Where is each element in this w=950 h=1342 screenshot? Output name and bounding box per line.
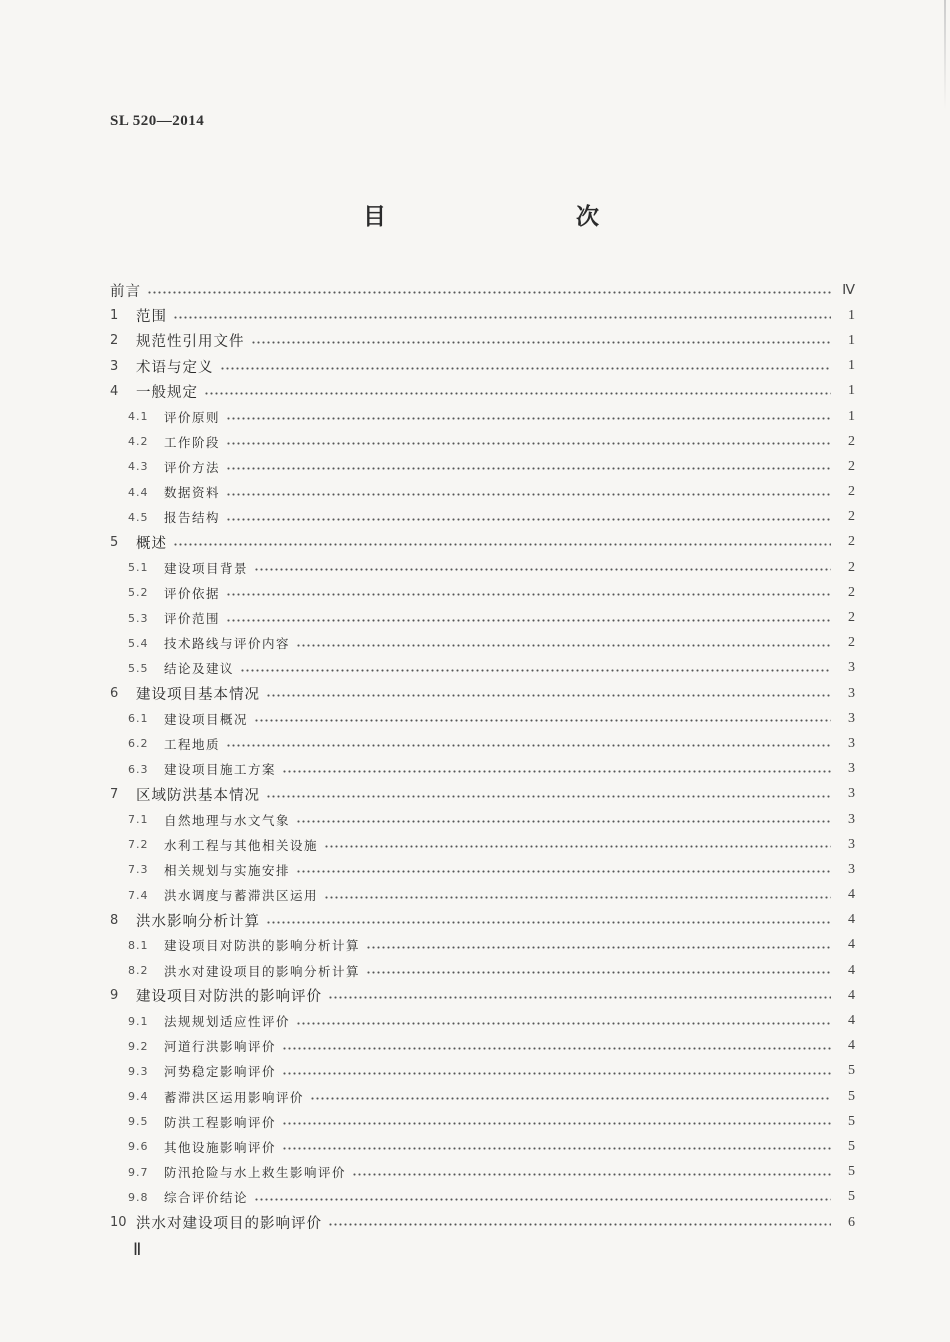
toc-entry-page: 2 [848,610,855,626]
toc-entry-number: 10 [110,1215,127,1231]
toc-entry-page: 3 [848,660,855,676]
dot-leader [147,291,831,294]
page-title: 目 次 [363,203,647,230]
toc-entry-number: 9.1 [128,1014,149,1028]
dot-leader [328,996,831,999]
toc-entry-label: 相关规划与实施安排 [164,862,291,878]
dot-leader [366,946,831,949]
toc-entry-number: 9.2 [128,1039,149,1053]
toc-entry-page: 2 [848,559,855,575]
dot-leader [251,341,832,344]
dot-leader [352,1173,831,1176]
toc-entry-label: 区域防洪基本情况 [136,787,260,804]
dot-leader [324,896,831,899]
toc-entry-label: 一般规定 [136,384,198,401]
dot-leader [254,1198,831,1201]
toc-entry-number: 5.3 [128,611,149,625]
toc-entry-page: 5 [848,1189,855,1205]
toc-entry-number: 7.3 [128,863,149,877]
toc-entry[interactable] [110,1185,855,1210]
toc-entry-number: 4 [110,383,119,399]
toc-entry-label: 其他设施影响评价 [164,1139,277,1155]
toc-entry[interactable] [110,1034,855,1059]
dot-leader [282,1147,831,1150]
dot-leader [226,493,831,496]
toc-entry-label: 蓄滞洪区运用影响评价 [164,1089,305,1105]
toc-entry-page: 3 [848,786,855,802]
toc-entry-page: 3 [848,710,855,726]
dot-leader [226,467,831,470]
toc-entry-label: 数据资料 [164,485,221,501]
toc-entry-label: 报告结构 [164,510,221,526]
toc-entry[interactable] [110,605,855,630]
toc-entry-page: 2 [848,584,855,600]
toc-entry-label: 建设项目对防洪的影响评价 [136,989,322,1006]
dot-leader [226,417,831,420]
toc-entry-label: 前言 [110,284,141,301]
toc-entry[interactable] [110,1210,855,1235]
toc-entry-number: 7.1 [128,813,149,827]
dot-leader [296,1022,831,1025]
toc-entry[interactable] [110,631,855,656]
dot-leader [328,1223,831,1226]
toc-entry[interactable] [110,580,855,605]
toc-entry-label: 建设项目施工方案 [164,762,277,778]
dot-leader [282,770,831,773]
toc-entry-number: 9.7 [128,1165,149,1179]
toc-entry[interactable] [110,454,855,479]
toc-entry-page: 2 [848,534,855,550]
toc-entry-number: 4.4 [128,485,149,499]
toc-entry-number: 9 [110,988,119,1004]
dot-leader [226,518,831,521]
toc-entry-label: 评价原则 [164,409,221,425]
toc-entry[interactable] [110,379,855,404]
toc-entry-number: 1 [110,308,119,324]
toc-entry-page: 4 [848,937,855,953]
toc-entry[interactable] [110,1160,855,1185]
toc-entry-number: 5.2 [128,586,149,600]
toc-entry-label: 范围 [136,309,167,326]
toc-entry-number: 6.2 [128,737,149,751]
dot-leader [310,1097,831,1100]
toc-entry[interactable] [110,404,855,429]
page-number: Ⅱ [133,1240,142,1259]
toc-entry[interactable] [110,832,855,857]
toc-entry-number: 5 [110,534,119,550]
toc-entry-number: 7.2 [128,838,149,852]
toc-entry[interactable] [110,1084,855,1109]
dot-leader [240,669,831,672]
toc-entry[interactable] [110,807,855,832]
toc-entry-page: 4 [848,887,855,903]
toc-entry[interactable] [110,983,855,1008]
toc-entry[interactable] [110,782,855,807]
table-of-contents [110,278,855,1235]
toc-entry[interactable] [110,958,855,983]
toc-entry-page: 4 [848,962,855,978]
toc-entry-label: 防洪工程影响评价 [164,1114,277,1130]
toc-entry-label: 自然地理与水文气象 [164,812,291,828]
toc-entry-number: 6.3 [128,762,149,776]
toc-entry-label: 结论及建议 [164,661,235,677]
toc-entry-page: 2 [848,635,855,651]
toc-entry-label: 工作阶段 [164,434,221,450]
toc-entry-label: 洪水影响分析计算 [136,913,260,930]
toc-entry-number: 9.6 [128,1140,149,1154]
toc-entry[interactable] [110,908,855,933]
toc-entry-label: 概述 [136,535,167,552]
toc-entry-label: 评价范围 [164,611,221,627]
toc-entry-label: 洪水调度与蓄滞洪区运用 [164,888,319,904]
dot-leader [173,316,831,319]
toc-entry-page: 2 [848,509,855,525]
dot-leader [266,694,831,697]
toc-entry[interactable] [110,555,855,580]
dot-leader [296,644,831,647]
toc-entry-label: 规范性引用文件 [136,334,245,351]
toc-entry[interactable] [110,757,855,782]
toc-entry[interactable] [110,1134,855,1159]
toc-entry[interactable] [110,505,855,530]
dot-leader [366,971,831,974]
dot-leader [266,795,831,798]
toc-entry-page: 5 [848,1063,855,1079]
toc-entry-page: 3 [848,735,855,751]
toc-entry-page: 3 [848,861,855,877]
toc-entry-page: 1 [848,307,855,323]
dot-leader [282,1047,831,1050]
dot-leader [226,442,831,445]
toc-entry-label: 水利工程与其他相关设施 [164,837,319,853]
dot-leader [173,543,831,546]
dot-leader [324,845,831,848]
toc-entry-label: 法规规划适应性评价 [164,1014,291,1030]
toc-entry[interactable] [110,303,855,328]
toc-entry-label: 评价方法 [164,459,221,475]
toc-entry-label: 建设项目概况 [164,711,249,727]
toc-entry-page: 4 [848,912,855,928]
toc-entry-page: 5 [848,1113,855,1129]
toc-entry[interactable] [110,530,855,555]
toc-entry-number: 5.1 [128,561,149,575]
toc-entry[interactable] [110,883,855,908]
toc-entry-page: 2 [848,484,855,500]
toc-entry-number: 9.3 [128,1064,149,1078]
toc-entry[interactable] [110,278,855,303]
dot-leader [226,593,831,596]
toc-entry-number: 4.5 [128,510,149,524]
toc-entry-page: 1 [848,332,855,348]
dot-leader [296,870,831,873]
toc-entry[interactable] [110,354,855,379]
toc-entry[interactable] [110,731,855,756]
toc-entry-page: 4 [848,987,855,1003]
toc-entry-page: 3 [848,836,855,852]
dot-leader [254,719,831,722]
toc-entry-label: 河势稳定影响评价 [164,1064,277,1080]
toc-entry-number: 7.4 [128,888,149,902]
toc-entry-page: 4 [848,1038,855,1054]
toc-entry-label: 评价依据 [164,585,221,601]
toc-entry-label: 洪水对建设项目的影响分析计算 [164,963,361,979]
toc-entry-number: 8.1 [128,938,149,952]
toc-entry[interactable] [110,857,855,882]
toc-entry-page: 5 [848,1138,855,1154]
toc-entry-label: 技术路线与评价内容 [164,636,291,652]
dot-leader [282,1122,831,1125]
toc-entry-number: 5.4 [128,636,149,650]
toc-entry-label: 工程地质 [164,736,221,752]
toc-entry-number: 8 [110,912,119,928]
dot-leader [282,1072,831,1075]
toc-entry-number: 3 [110,358,119,374]
toc-entry-number: 6 [110,686,119,702]
toc-entry-page: 3 [848,761,855,777]
toc-entry-number: 9.4 [128,1090,149,1104]
toc-entry-label: 术语与定义 [136,359,214,376]
toc-entry[interactable] [110,656,855,681]
toc-entry-page: 5 [848,1088,855,1104]
toc-entry[interactable] [110,933,855,958]
toc-entry-page: 3 [848,811,855,827]
toc-entry-number: 4.3 [128,460,149,474]
toc-entry-number: 5.5 [128,661,149,675]
toc-entry-page: 5 [848,1164,855,1180]
toc-entry[interactable] [110,706,855,731]
toc-entry-page: 1 [848,383,855,399]
toc-entry-label: 综合评价结论 [164,1190,249,1206]
toc-entry-label: 洪水对建设项目的影响评价 [136,1216,322,1233]
dot-leader [226,744,831,747]
toc-entry-number: 4.1 [128,410,149,424]
toc-entry-label: 建设项目背景 [164,560,249,576]
toc-entry[interactable] [110,681,855,706]
standard-code: SL 520—2014 [110,113,205,129]
toc-entry-page: 4 [848,1013,855,1029]
toc-entry[interactable] [110,1109,855,1134]
toc-entry-page: 2 [848,458,855,474]
toc-entry-page: 1 [848,358,855,374]
toc-entry-number: 2 [110,333,119,349]
toc-entry-label: 建设项目对防洪的影响分析计算 [164,938,361,954]
toc-entry-number: 9.5 [128,1115,149,1129]
dot-leader [226,619,831,622]
dot-leader [296,820,831,823]
toc-entry-number: 9.8 [128,1190,149,1204]
toc-entry[interactable] [110,480,855,505]
toc-entry-number: 7 [110,786,119,802]
toc-entry-page: Ⅳ [842,283,855,299]
toc-entry-number: 8.2 [128,964,149,978]
toc-entry[interactable] [110,1059,855,1084]
toc-entry[interactable] [110,1008,855,1033]
toc-entry-page: 1 [848,408,855,424]
toc-entry-label: 建设项目基本情况 [136,687,260,704]
toc-entry-page: 2 [848,433,855,449]
toc-entry[interactable] [110,429,855,454]
page-edge-shadow [944,0,946,110]
toc-entry[interactable] [110,328,855,353]
toc-entry-label: 河道行洪影响评价 [164,1039,277,1055]
toc-entry-page: 6 [848,1214,855,1230]
toc-entry-number: 6.1 [128,712,149,726]
dot-leader [204,392,831,395]
toc-entry-page: 3 [848,685,855,701]
toc-entry-number: 4.2 [128,435,149,449]
dot-leader [220,367,832,370]
dot-leader [254,568,831,571]
toc-entry-label: 防汛抢险与水上救生影响评价 [164,1165,347,1181]
dot-leader [266,921,831,924]
